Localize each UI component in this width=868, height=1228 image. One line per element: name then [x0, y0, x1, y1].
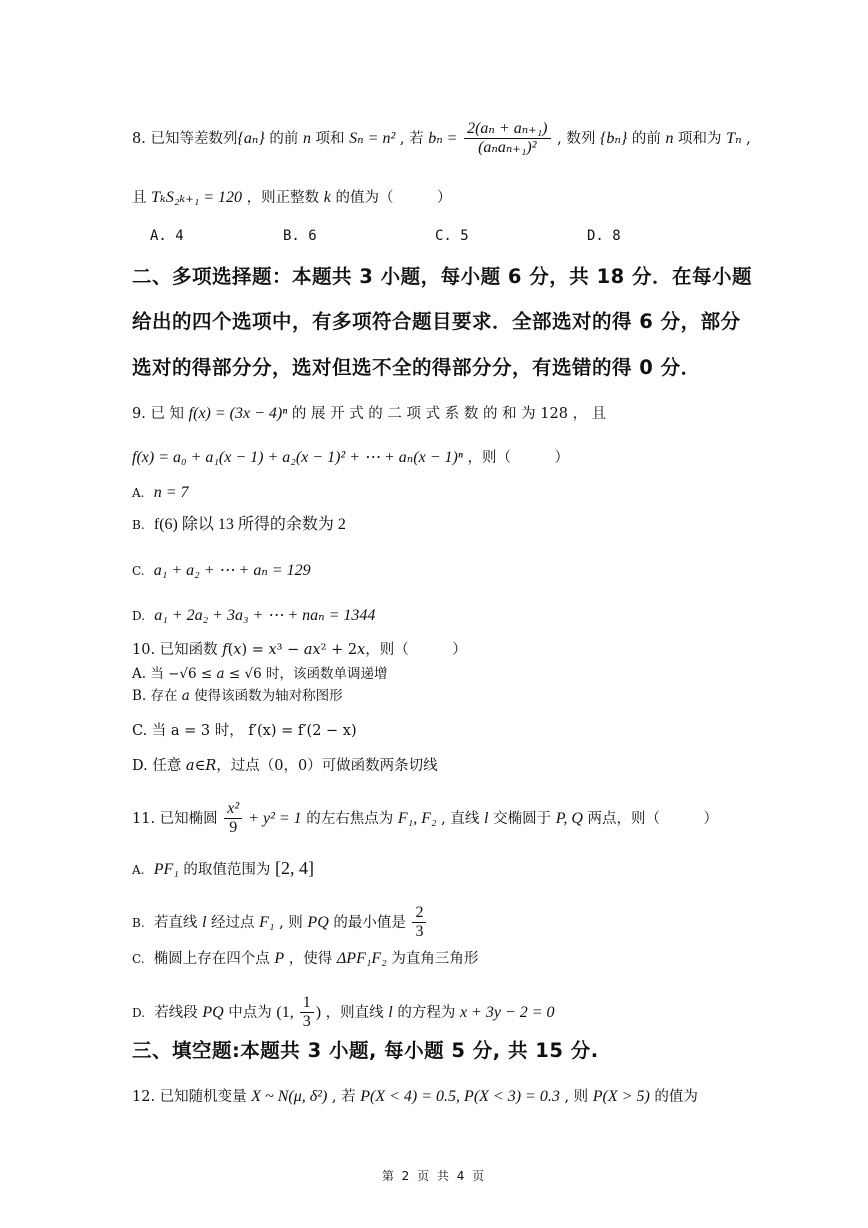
q10-option-a: A. 当 −√6 ≤ 𝑎 ≤ √6 时，该函数单调递增 [132, 666, 388, 682]
page-footer: 第 2 页 共 4 页 [381, 1169, 487, 1183]
midpoint-fraction: $\frac{1}{3}$ [300, 994, 314, 1032]
q9-option-d: D. a₁ + 2a₂ + 3a₃ + ⋯ + naₙ = 1344 [132, 607, 376, 624]
q11-option-b: B. 若直线 l 经过点 F₁ , 则 PQ 的最小值是 $\frac{2}{3}$ [132, 904, 428, 942]
bn-fraction: $\frac{\text{2(aₙ + aₙ₊₁)}}{\text{(aₙaₙ₊₁)²}}$ [464, 120, 550, 158]
q11-option-d: D. 若线段 PQ 中点为 (1, $\frac{1}{3}$ ) ，则直线 l 的方程为 x + 3y − 2 = 0 [132, 994, 555, 1031]
q11-option-c: C. 椭圆上存在四个点 P ，使得 ΔPF₁F₂ 为直角三角形 [132, 950, 479, 967]
min-value-fraction: $\frac{2}{3}$ [412, 904, 426, 942]
q11-option-a: A. PF₁ 的取值范围为 [2, 4] [132, 858, 315, 878]
q10-option-c: C. 当 a = 3 时， f′(x) = f′(2 − x) [132, 723, 357, 739]
q12-stem: 12. 已知随机变量 X ~ N(μ, δ²) , 若 P(X < 4) = 0.5, P(X < 3) = 0.3 , 则 P(X > 5) 的值为 [132, 1088, 698, 1105]
q9-stem-line1: 9. 已 知 f(x) = (3x − 4)ⁿ 的 展 开 式 的 二 项 式 系 数 的 和 为 128 ， 且 [132, 405, 607, 422]
q8-stem-line1: 8. 已知等差数列{aₙ} 的前 n 项和 Sₙ = n² , 若 bₙ = $\frac{\text{2(aₙ + aₙ₊₁)}}{\text{(aₙaₙ₊₁)²}}$ , 数列 {bₙ} 的前 n 项和为 Tₙ , [132, 120, 751, 157]
q10-option-d: D. 任意 𝑎∈𝑅，过点（0，0）可做函数两条切线 [132, 758, 438, 774]
q8-option-d: D. 8 [587, 228, 621, 244]
q8-option-a: A. 4 [150, 228, 184, 244]
section2-line3: 选对的得部分分，选对但选不全的得部分分，有选错的得 0 分． [132, 356, 701, 379]
q9-option-c: C. a₁ + a₂ + ⋯ + aₙ = 129 [132, 562, 311, 579]
q8-stem-line2: 且 TₖS₂ₖ₊₁ = 120 ，则正整数 k 的值为（ ） [132, 189, 452, 206]
q11-stem: 11. 已知椭圆 $\frac{\text{x²}}{9}$ + y² = 1 的左右焦点为 F₁, F₂ , 直线 l 交椭圆于 P, Q 两点，则（ ） [132, 800, 719, 837]
q10-stem: 10. 已知函数 𝑓(𝑥) = 𝑥³ − 𝑎𝑥² + 2𝑥，则（ ） [132, 642, 467, 658]
section2-line1: 二、多项选择题：本题共 3 小题，每小题 6 分，共 18 分．在每小题 [132, 265, 753, 288]
q8-option-c: C. 5 [435, 228, 469, 244]
q9-stem-line2: f(x) = a₀ + a₁(x − 1) + a₂(x − 1)² + ⋯ + aₙ(x − 1)ⁿ ，则（ ） [132, 449, 569, 466]
q9-option-b: B. f(6) 除以 13 所得的余数为 2 [132, 516, 346, 533]
section3-title: 三、填空题:本题共 3 小题, 每小题 5 分, 共 15 分. [132, 1039, 599, 1062]
ellipse-fraction: $\frac{\text{x²}}{9}$ [224, 800, 242, 838]
q9-option-a: A. n = 7 [132, 484, 189, 501]
q8-option-b: B. 6 [283, 228, 317, 244]
section2-line2: 给出的四个选项中，有多项符合题目要求．全部选对的得 6 分，部分 [132, 310, 741, 333]
q10-option-b: B. 存在 𝑎 使得该函数为轴对称图形 [132, 688, 343, 704]
